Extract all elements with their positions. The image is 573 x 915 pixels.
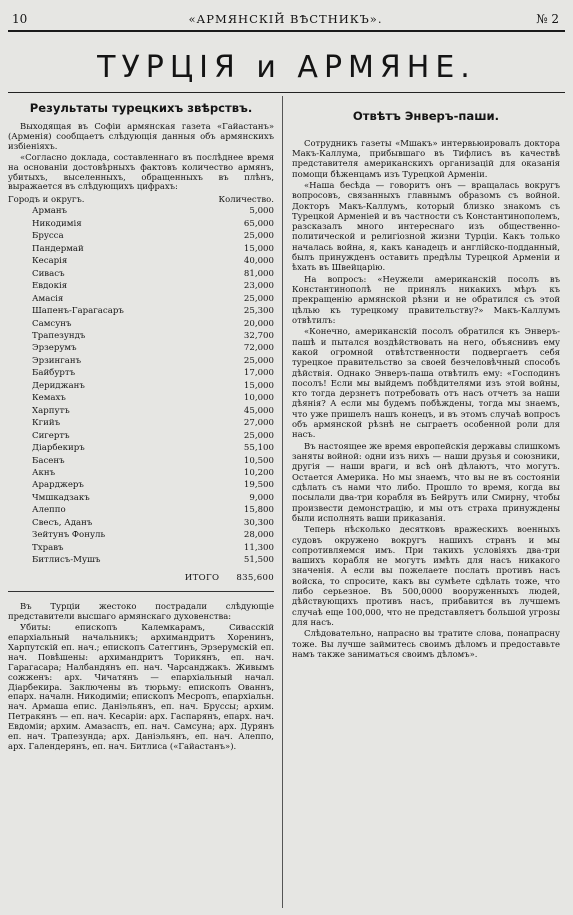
- article-paragraph: Въ настоящее же время европейскія державы слишкомъ заняты войной: одни изъ нихъ — наши друзья и союзники, другія — наши враги, и всѣ онѣ дѣлаютъ, что могутъ. Остается Америка. Но мы знаемъ, что вы не въ состояніи сдѣлать съ нами что либо. Прошло то время, когда вы посылали два-три корабля въ Бейрутъ или Смирну, чтобы произвести демонстрацію, и мы отъ страха принуждены были исполнять ваши приказанія.: [292, 440, 560, 523]
- table-row: [8, 280, 274, 292]
- intro-paragraph: «Согласно доклада, составленнаго въ послѣднее время на основаніи достовѣрныхъ фактовъ количество армянъ, убитыхъ, выселенныхъ, обращенныхъ въ плѣнъ, выражается въ слѣдующихъ цифрахъ:: [8, 151, 274, 192]
- table-row: [8, 554, 274, 566]
- casualty-table: [8, 205, 274, 566]
- city-name: Пандермай: [32, 243, 84, 254]
- casualty-count: 20,000: [243, 318, 274, 329]
- casualty-count: 11,300: [243, 542, 274, 553]
- total-label: ИТОГО: [184, 572, 220, 583]
- table-row: [8, 318, 274, 330]
- city-name: Амасія: [32, 293, 64, 304]
- table-row: [8, 255, 274, 267]
- article-paragraph: Теперь нѣсколько десятковъ вражескихъ военныхъ судовъ окружено вокругъ нашихъ странъ и мы сопротивляемся имъ. При такихъ условіяхъ два-три вашихъ корабля не могутъ имѣть для насъ никакого значенія. А если вы пожелаете послать противъ насъ войска, то спросите, какъ вы сумѣете сдѣлать тоже, что либо серьезное. Въ 500,0000 вооруженныхъ людей, дѣйствующихъ противъ насъ, прибавится въ лучшемъ случаѣ еще 100,000, что не представляетъ большой угрозы для насъ.: [292, 524, 560, 628]
- casualty-count: 55,100: [243, 443, 274, 454]
- table-row: [8, 380, 274, 392]
- city-name: Кгийъ: [32, 418, 61, 429]
- city-name: Эрзинганъ: [32, 355, 82, 366]
- casualty-count: 25,000: [243, 355, 274, 366]
- city-name: Эрзерумъ: [32, 343, 77, 354]
- casualty-count: 25,000: [243, 430, 274, 441]
- issue-number: № 2: [536, 12, 559, 26]
- intro-paragraph: Выходящая въ Софіи армянская газета «Гайастанъ» (Арменія) сообщаетъ слѣдующія данныя объ армянскихъ избіеніяхъ.: [8, 120, 274, 151]
- casualty-count: 28,000: [243, 530, 274, 541]
- city-name: Харпутъ: [32, 405, 70, 416]
- total-rule: [8, 591, 274, 592]
- left-intro: [8, 122, 274, 193]
- table-row: [8, 342, 274, 354]
- closing-paragraph: Въ Турціи жестоко пострадали слѣдующіе представители высшаго армянскаго духовенства:: [8, 600, 274, 621]
- column-header-city: Городъ и округъ.: [8, 195, 85, 206]
- city-name: Шапенъ-Гарагасаръ: [32, 306, 124, 317]
- casualty-count: 15,000: [243, 380, 274, 391]
- table-row: [8, 517, 274, 529]
- article-paragraph: «Конечно, американскій посолъ обратился къ Энверъ-пашѣ и пытался воздѣйствовать на него, объяснивъ ему какой огромной отвѣтственности подвергаетъ себя турецкое правительство за своей безчеловѣчный способъ дѣйствія. Однако Энверъ-паша отвѣтилъ ему: «Господинъ посолъ! Если мы выйдемъ побѣдителями изъ этой войны, кто тогда дерзнетъ потребовать отъ насъ отчетъ за наши дѣянія? А если мы будемъ побѣждены, тогда мы знаемъ, что уже пришелъ нашъ конецъ, и въ этомъ случаѣ вопросъ объ армянской рѣзнѣ не сыграетъ особенной роли для насъ.: [292, 326, 560, 440]
- casualty-count: 19,500: [243, 480, 274, 491]
- city-name: Евдокія: [32, 281, 68, 292]
- city-name: Трапезундъ: [32, 331, 86, 341]
- table-row: [8, 230, 274, 242]
- table-row: [8, 442, 274, 454]
- city-name: Битлисъ-Мушъ: [32, 555, 101, 566]
- table-row: [8, 305, 274, 317]
- casualty-count: 32,700: [243, 331, 274, 341]
- city-name: Тхравъ: [32, 542, 64, 553]
- city-name: Арарджеръ: [32, 480, 84, 491]
- casualty-count: 25,300: [243, 306, 274, 317]
- main-headline: ТУРЦІЯ и АРМЯНЕ.: [97, 50, 476, 85]
- casualty-count: 27,000: [243, 418, 274, 429]
- header-rule: [8, 30, 565, 32]
- city-name: Кемахъ: [32, 393, 66, 404]
- city-name: Басенъ: [32, 455, 65, 466]
- casualty-count: 10,500: [243, 455, 274, 466]
- city-name: Свесъ, Аданъ: [32, 517, 93, 528]
- table-row: [8, 504, 274, 516]
- city-name: Сивасъ: [32, 268, 65, 279]
- casualty-count: 45,000: [243, 405, 274, 416]
- city-name: Акнъ: [32, 467, 56, 478]
- casualty-count: 17,000: [243, 368, 274, 379]
- table-row: [8, 355, 274, 367]
- city-name: Никодимія: [32, 218, 82, 229]
- table-row: [8, 542, 274, 554]
- casualty-count: 10,000: [243, 393, 274, 404]
- casualty-table-header: [8, 195, 274, 205]
- casualty-count: 72,000: [243, 343, 274, 354]
- table-row: [8, 367, 274, 379]
- left-closing: [8, 602, 274, 753]
- city-name: Алеппо: [32, 505, 66, 516]
- casualty-count: 9,000: [249, 492, 274, 503]
- city-name: Сигертъ: [32, 430, 70, 441]
- table-row: [8, 330, 274, 342]
- casualty-count: 5,000: [249, 206, 274, 217]
- total-value: 835,600: [236, 572, 274, 583]
- table-row: [8, 405, 274, 417]
- casualty-count: 23,000: [243, 281, 274, 292]
- casualty-count: 10,200: [243, 467, 274, 478]
- city-name: Діарбекиръ: [32, 443, 85, 454]
- page-number: 10: [12, 12, 28, 26]
- right-article-body: [292, 138, 560, 660]
- casualty-count: 40,000: [243, 256, 274, 267]
- table-row: [8, 479, 274, 491]
- left-article-title: Результаты турецкихъ звѣрствъ.: [29, 101, 253, 115]
- article-paragraph: Сотрудникъ газеты «Мшакъ» интервьюировалъ доктора Макъ-Каллума, прибывшаго въ Тифлисъ въ качествѣ представителя американскихъ организацій для оказанія помощи бѣженцамъ изъ Турецкой Арменіи.: [292, 137, 560, 179]
- article-paragraph: На вопросъ: «Неужели американскій посолъ въ Константинополѣ не принялъ никакихъ мѣръ къ прекращенію армянской рѣзни и не обратился съ этой цѣлью къ турецкому правительству?» Макъ-Каллумъ отвѣтилъ:: [292, 273, 560, 325]
- table-row: [8, 293, 274, 305]
- casualty-count: 15,800: [243, 505, 274, 516]
- column-divider: [282, 96, 283, 908]
- city-name: Чмшкадзакъ: [32, 492, 90, 503]
- table-row: [8, 205, 274, 217]
- page-header: [12, 8, 559, 30]
- city-name: Арманъ: [32, 206, 68, 217]
- article-paragraph: «Наша бесѣда — говоритъ онъ — вращалась вокругъ вопросовъ, связанныхъ главнымъ образомъ съ войной. Докторъ Макъ-Каллумъ, который близко знакомъ съ Турецкой Арменіей и въ частности съ Константинополемъ, разсказалъ много интереснаго изъ общественно-политической и религіозной жизни Турціи. Какъ только началась война, я, какъ канадецъ и англійско-подданный, былъ принужденъ оставить предѣлы Турецкой Арменіи и ѣхать въ Швейцарію.: [292, 179, 560, 273]
- city-name: Бруcса: [32, 231, 64, 242]
- table-row: [8, 392, 274, 404]
- casualty-count: 25,000: [243, 293, 274, 304]
- table-row: [8, 455, 274, 467]
- table-row: [8, 243, 274, 255]
- city-name: Байбуртъ: [32, 368, 76, 379]
- city-name: Дериджанъ: [32, 380, 85, 391]
- column-header-count: Количество.: [218, 195, 274, 206]
- table-row: [8, 467, 274, 479]
- casualty-count: 25,000: [243, 231, 274, 242]
- headline-rule: [8, 92, 565, 93]
- left-column: [8, 100, 274, 910]
- casualty-count: 15,000: [243, 243, 274, 254]
- right-column: [292, 100, 560, 910]
- table-row: [8, 492, 274, 504]
- article-paragraph: Слѣдовательно, напрасно вы тратите слова, понапрасну тоже. Вы лучше займитесь своимъ дѣломъ и предоставьте намъ также заниматься своимъ дѣломъ».: [292, 628, 560, 659]
- city-name: Зейтунъ Фонуль: [32, 530, 106, 541]
- city-name: Кесарія: [32, 256, 68, 267]
- table-row: [8, 218, 274, 230]
- right-article-title: Отвѣтъ Энверъ-паши.: [352, 109, 500, 123]
- table-row: [8, 430, 274, 442]
- table-row: [8, 417, 274, 429]
- casualty-count: 81,000: [243, 268, 274, 279]
- closing-paragraph: Убиты: епископъ Калемкарамъ, Сивасскій епархіальный начальникъ; архимандритъ Хоренинъ, Харпутскій еп. нач.; епископъ Сатеггинъ, Эрзерумскій еп. нач. Повѣшены: архимандритъ Торикянъ, еп. нач. Гарагасара; Налбандянъ еп. нач. Чарсанджакъ. Живымъ сожженъ: арх. Чичатянъ — епархіальный начал. Діарбекира. Заключены въ тюрьму: епископъ Ованнъ, епарх. началн. Никодиміи; епископъ Месропъ, епархіальн. нач. Армаша епис. Даніэльянъ, еп. нач. Бруссы; архим. Петракянъ — еп. нач. Кесаріи: арх. Гаспарянъ, епарх. нач. Евдоміи; архим. Амазаспъ, еп. нач. Самсуна; арх. Дурянъ еп. нач. Трапезунда; арх. Даніэльянъ, еп. нач. Алеппо, арх. Галендерянъ, еп. нач. Битлиса («Гайастанъ»).: [8, 621, 274, 752]
- table-row: [8, 268, 274, 280]
- table-row: [8, 529, 274, 541]
- casualty-count: 51,500: [243, 555, 274, 566]
- newspaper-title: «АРМЯНСКІЙ ВѢСТНИКЪ».: [188, 12, 383, 26]
- casualty-count: 30,300: [243, 517, 274, 528]
- city-name: Самсунъ: [32, 318, 72, 329]
- casualty-count: 65,000: [243, 218, 274, 229]
- table-total: [8, 573, 274, 583]
